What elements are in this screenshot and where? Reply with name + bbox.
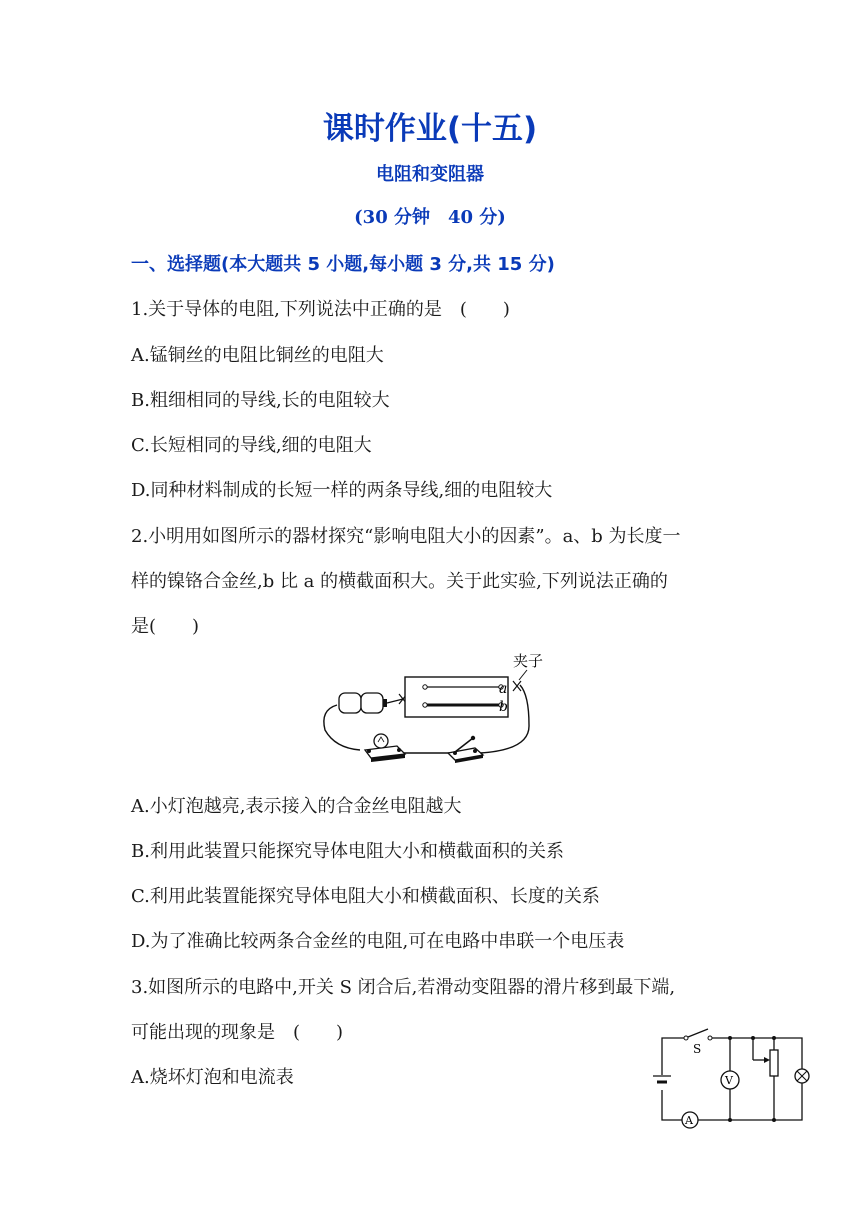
section-heading: 一、选择题(本大题共 5 小题,每小题 3 分,共 15 分) — [131, 254, 555, 275]
voltmeter-label: V — [725, 1074, 733, 1087]
q3-stem-line-2: 可能出现的现象是 ( ) — [131, 1022, 344, 1043]
ammeter-icon — [682, 1112, 698, 1128]
page-subtitle: 电阻和变阻器 — [376, 164, 484, 185]
switch-s-icon — [684, 1029, 712, 1056]
time-and-score: (30 分钟 40 分) — [354, 207, 506, 228]
q1-option-a: A.锰铜丝的电阻比铜丝的电阻大 — [131, 345, 384, 366]
q2-stem-line-3: 是( ) — [131, 616, 200, 637]
switch-icon — [448, 736, 483, 763]
q3-option-a: A.烧坏灯泡和电流表 — [131, 1067, 294, 1088]
rheostat-icon — [770, 1038, 778, 1120]
ammeter-label: A — [685, 1114, 693, 1127]
battery-icon — [653, 1076, 671, 1082]
clip-label: 夹子 — [513, 652, 544, 670]
q2-option-d: D.为了准确比较两条合金丝的电阻,可在电路中串联一个电压表 — [131, 931, 625, 952]
q1-option-d: D.同种材料制成的长短一样的两条导线,细的电阻较大 — [131, 480, 553, 501]
label-a: a — [499, 681, 508, 697]
q1-stem: 1.关于导体的电阻,下列说法中正确的是 ( ) — [131, 299, 510, 320]
label-b: b — [499, 699, 508, 715]
q2-stem-line-2: 样的镍铬合金丝,b 比 a 的横截面积大。关于此实验,下列说法正确的 — [131, 571, 668, 592]
q2-stem-line-1: 2.小明用如图所示的器材探究“影响电阻大小的因素”。a、b 为长度一 — [131, 526, 681, 547]
battery-icon — [339, 693, 403, 713]
q1-option-c: C.长短相同的导线,细的电阻大 — [131, 435, 372, 456]
q2-option-a: A.小灯泡越亮,表示接入的合金丝电阻越大 — [131, 796, 462, 817]
q3-circuit-figure — [650, 1020, 820, 1135]
q2-circuit-figure — [315, 650, 545, 765]
q1-option-b: B.粗细相同的导线,长的电阻较大 — [131, 390, 390, 411]
bulb-icon — [365, 734, 405, 762]
switch-label: S — [693, 1042, 702, 1056]
alloy-wire-board — [405, 677, 508, 717]
q2-option-b: B.利用此装置只能探究导体电阻大小和横截面积的关系 — [131, 841, 564, 862]
q2-option-c: C.利用此装置能探究导体电阻大小和横截面积、长度的关系 — [131, 886, 600, 907]
voltmeter-icon — [721, 1071, 739, 1089]
page-title: 课时作业(十五) — [322, 111, 538, 147]
q3-stem-line-1: 3.如图所示的电路中,开关 S 闭合后,若滑动变阻器的滑片移到最下端, — [131, 977, 676, 998]
lamp-icon — [795, 1069, 809, 1083]
